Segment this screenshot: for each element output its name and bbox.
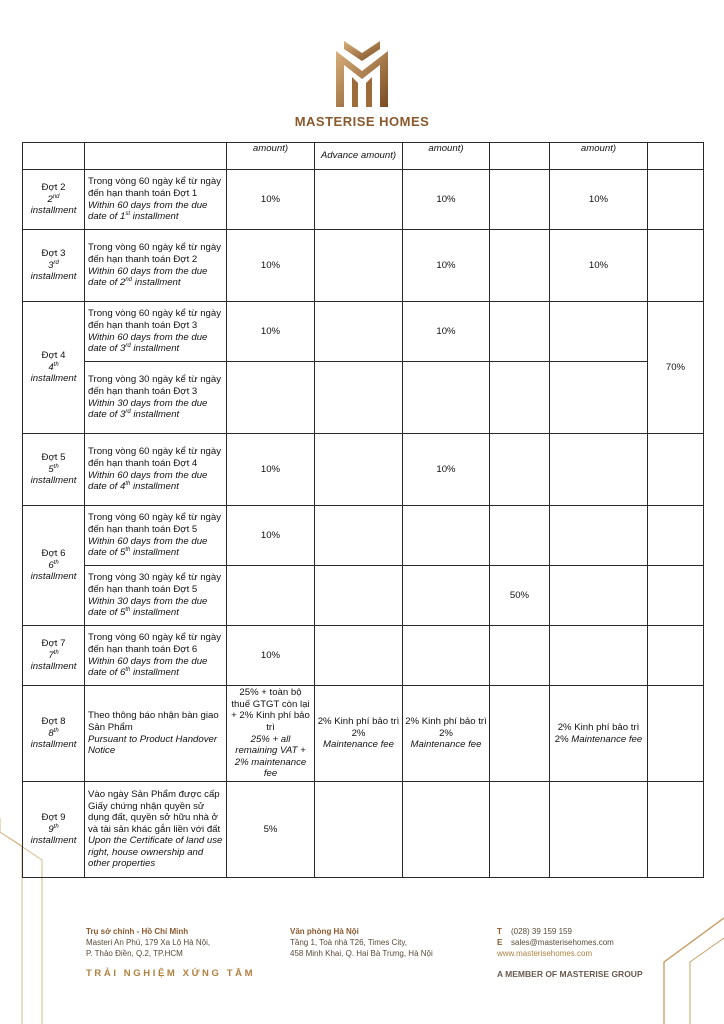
email-label: E <box>497 938 503 947</box>
percent-cell <box>648 230 704 302</box>
percent-cell <box>490 302 550 362</box>
percent-cell <box>315 566 403 626</box>
installment-label: Đợt 3 3rd installment <box>23 230 85 302</box>
header-cell <box>23 143 85 170</box>
percent-cell <box>403 782 490 878</box>
brand-name: MASTERISE HOMES <box>294 114 430 129</box>
installment-label: Đợt 8 8th installment <box>23 686 85 782</box>
percent-cell <box>550 362 648 434</box>
header-cell <box>85 143 227 170</box>
table-row <box>23 434 704 506</box>
hcm-address-line2: P. Thảo Điền, Q.2, TP.HCM <box>86 949 183 958</box>
percent-cell: 10% <box>550 170 648 230</box>
percent-cell: 2% Kinh phí bảo trì 2% Maintenance fee <box>403 686 490 782</box>
hn-address-line2: 458 Minh Khai, Q. Hai Bà Trưng, Hà Nội <box>290 949 433 958</box>
header-cell: amount) <box>227 143 315 170</box>
percent-cell <box>648 566 704 626</box>
percent-cell: 5% <box>227 782 315 878</box>
percent-cell <box>315 626 403 686</box>
installment-description: Trong vòng 30 ngày kể từ ngày đến hạn thanh toán Đợt 5 Within 30 days from the due date of 5th installment <box>85 566 227 626</box>
table-row <box>23 506 704 566</box>
percent-cell: 70% <box>648 302 704 434</box>
installment-label: Đợt 5 5th installment <box>23 434 85 506</box>
table-row <box>23 170 704 230</box>
header-cell <box>648 143 704 170</box>
percent-cell <box>550 566 648 626</box>
installment-description: Trong vòng 60 ngày kể từ ngày đến hạn thanh toán Đợt 5 Within 60 days from the due date of 5th installment <box>85 506 227 566</box>
installment-description: Trong vòng 30 ngày kể từ ngày đến hạn thanh toán Đợt 3 Within 30 days from the due date of 3rd installment <box>85 362 227 434</box>
footer-hn-office <box>290 926 433 959</box>
percent-cell: 25% + toàn bộ thuế GTGT còn lại + 2% Kinh phí bảo trì 25% + all remaining VAT + 2% maintenance fee <box>227 686 315 782</box>
percent-cell <box>403 362 490 434</box>
installment-label: Đợt 4 4th installment <box>23 302 85 434</box>
installment-label: Đợt 9 9th installment <box>23 782 85 878</box>
installment-description: Trong vòng 60 ngày kể từ ngày đến hạn thanh toán Đợt 4 Within 60 days from the due date of 4th installment <box>85 434 227 506</box>
percent-cell <box>490 230 550 302</box>
slogan: TRẢI NGHIỆM XỨNG TẦM <box>86 968 256 979</box>
group-member-text: A MEMBER OF MASTERISE GROUP <box>497 969 643 979</box>
header-cell: Advance amount) <box>315 143 403 170</box>
table-row <box>23 626 704 686</box>
percent-cell: 10% <box>550 230 648 302</box>
percent-cell <box>648 782 704 878</box>
percent-cell: 10% <box>403 434 490 506</box>
hn-address-line1: Tầng 1, Toà nhà T26, Times City, <box>290 938 407 947</box>
phone-number[interactable]: (028) 39 159 159 <box>511 927 572 936</box>
table-header-row <box>23 143 704 170</box>
website-link[interactable]: www.masterisehomes.com <box>497 949 593 958</box>
installment-label: Đợt 2 2nd installment <box>23 170 85 230</box>
phone-label: T <box>497 927 502 936</box>
percent-cell <box>648 170 704 230</box>
masterise-logo-icon <box>322 37 402 111</box>
percent-cell <box>315 230 403 302</box>
percent-cell <box>315 362 403 434</box>
percent-cell: 2% Kinh phí bảo trì 2% Maintenance fee <box>315 686 403 782</box>
installment-description: Theo thông báo nhận bàn giao Sản Phẩm Pursuant to Product Handover Notice <box>85 686 227 782</box>
payment-schedule-table <box>22 142 704 878</box>
header-cell <box>490 143 550 170</box>
table-row <box>23 566 704 626</box>
percent-cell <box>550 506 648 566</box>
percent-cell: 10% <box>403 170 490 230</box>
percent-cell <box>550 626 648 686</box>
table-row <box>23 686 704 782</box>
percent-cell <box>550 434 648 506</box>
hcm-office-title: Trụ sở chính - Hồ Chí Minh <box>86 927 189 936</box>
table-row <box>23 302 704 362</box>
percent-cell <box>490 362 550 434</box>
percent-cell <box>490 626 550 686</box>
percent-cell: 10% <box>403 230 490 302</box>
percent-cell: 10% <box>227 170 315 230</box>
percent-cell: 50% <box>490 566 550 626</box>
percent-cell <box>490 782 550 878</box>
percent-cell <box>490 506 550 566</box>
percent-cell <box>315 782 403 878</box>
percent-cell <box>490 170 550 230</box>
percent-cell <box>315 434 403 506</box>
percent-cell <box>490 434 550 506</box>
percent-cell <box>315 506 403 566</box>
email-link[interactable]: sales@masterisehomes.com <box>511 938 614 947</box>
installment-description: Trong vòng 60 ngày kể từ ngày đến hạn thanh toán Đợt 2 Within 60 days from the due date of 2nd installment <box>85 230 227 302</box>
percent-cell <box>648 686 704 782</box>
percent-cell: 10% <box>227 302 315 362</box>
percent-cell <box>490 686 550 782</box>
percent-cell: 10% <box>227 230 315 302</box>
percent-cell <box>550 782 648 878</box>
installment-description: Trong vòng 60 ngày kể từ ngày đến hạn thanh toán Đợt 6 Within 60 days from the due date of 6th installment <box>85 626 227 686</box>
footer-contact <box>497 926 614 959</box>
table-row <box>23 230 704 302</box>
percent-cell: 10% <box>227 506 315 566</box>
percent-cell <box>403 626 490 686</box>
percent-cell: 2% Kinh phí bảo trì 2% Maintenance fee <box>550 686 648 782</box>
hcm-address-line1: Masteri An Phú, 179 Xa Lộ Hà Nội, <box>86 938 211 947</box>
percent-cell: 10% <box>227 626 315 686</box>
table-row <box>23 362 704 434</box>
percent-cell <box>315 170 403 230</box>
installment-label: Đợt 6 6th installment <box>23 506 85 626</box>
installment-description: Trong vòng 60 ngày kể từ ngày đến hạn thanh toán Đợt 3 Within 60 days from the due date of 3rd installment <box>85 302 227 362</box>
percent-cell <box>403 566 490 626</box>
percent-cell <box>648 434 704 506</box>
hn-office-title: Văn phòng Hà Nội <box>290 927 359 936</box>
percent-cell <box>648 506 704 566</box>
footer-hcm-office <box>86 926 210 959</box>
percent-cell <box>403 506 490 566</box>
installment-description: Trong vòng 60 ngày kể từ ngày đến hạn thanh toán Đợt 1 Within 60 days from the due date of 1st installment <box>85 170 227 230</box>
percent-cell <box>315 302 403 362</box>
percent-cell: 10% <box>227 434 315 506</box>
table-row <box>23 782 704 878</box>
percent-cell: 10% <box>403 302 490 362</box>
percent-cell <box>227 566 315 626</box>
percent-cell <box>550 302 648 362</box>
installment-description: Vào ngày Sản Phẩm được cấp Giấy chứng nhận quyền sử dụng đất, quyền sở hữu nhà ở và tài sản khác gắn liền với đất Upon the Certificate of land use right, house ownership and other properties <box>85 782 227 878</box>
installment-label: Đợt 7 7th installment <box>23 626 85 686</box>
header-cell: amount) <box>550 143 648 170</box>
percent-cell <box>648 626 704 686</box>
header-cell: amount) <box>403 143 490 170</box>
percent-cell <box>227 362 315 434</box>
